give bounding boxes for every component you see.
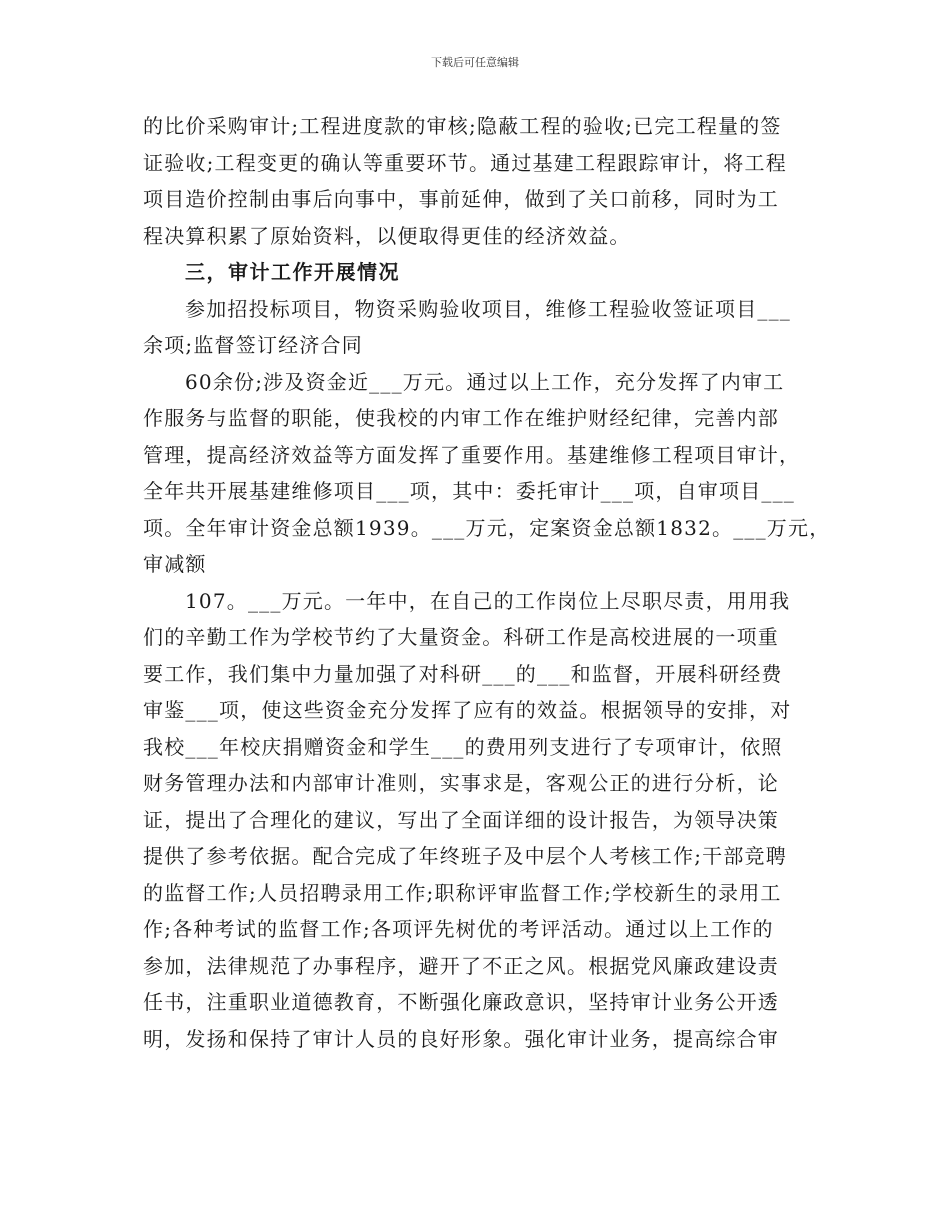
paragraph-line: 107。___万元。一年中，在自己的工作岗位上尽职尽责，用用我 bbox=[185, 588, 791, 613]
paragraph-line: 的比价采购审计;工程进度款的审核;隐蔽工程的验收;已完工程量的签 bbox=[143, 114, 782, 138]
page-header: 下载后可任意编辑 bbox=[431, 56, 519, 69]
document-body bbox=[143, 108, 831, 1057]
paragraph-line: 参加，法律规范了办事程序，避开了不正之风。根据党风廉政建设责 bbox=[143, 953, 779, 978]
paragraph-line: 参加招投标项目，物资采购验收项目，维修工程验收签证项目___ bbox=[185, 296, 791, 321]
paragraph-line: 财务管理办法和内部审计准则，实事求是，客观公正的进行分析，论 bbox=[143, 771, 779, 795]
paragraph-line: 任书，注重职业道德教育，不断强化廉政意识，坚持审计业务公开透 bbox=[143, 990, 779, 1014]
paragraph-line: 60余份;涉及资金近___万元。通过以上工作，充分发挥了内审工 bbox=[185, 369, 785, 394]
paragraph-line: 作服务与监督的职能，使我校的内审工作在维护财经纪律，完善内部 bbox=[143, 406, 779, 430]
paragraph-line: 项目造价控制由事后向事中，事前延伸，做到了关口前移，同时为工 bbox=[143, 187, 779, 211]
paragraph-line: 的监督工作;人员招聘录用工作;职称评审监督工作;学校新生的录用工 bbox=[143, 880, 782, 905]
paragraph-line: 作;各种考试的监督工作;各项评先树优的考评活动。通过以上工作的 bbox=[143, 917, 774, 941]
paragraph-line: 要工作，我们集中力量加强了对科研___的___和监督，开展科研经费 bbox=[143, 661, 783, 686]
paragraph-line: 我校___年校庆捐赠资金和学生___的费用列支进行了专项审计，依照 bbox=[143, 734, 783, 759]
paragraph-line: 全年共开展基建维修项目___项，其中：委托审计___项，自审项目___ bbox=[143, 479, 795, 503]
paragraph-line: 证，提出了合理化的建议，写出了全面详细的设计报告，为领导决策 bbox=[143, 807, 779, 832]
paragraph-line: 证验收;工程变更的确认等重要环节。通过基建工程跟踪审计，将工程 bbox=[143, 150, 787, 175]
paragraph-line: 程决算积累了原始资料，以便取得更佳的经济效益。 bbox=[143, 223, 631, 248]
paragraph-line: 们的辛勤工作为学校节约了大量资金。科研工作是高校进展的一项重 bbox=[143, 625, 779, 649]
paragraph-line: 明，发扬和保持了审计人员的良好形象。强化审计业务，提高综合审 bbox=[143, 1026, 779, 1051]
paragraph-line: 项。全年审计资金总额1939。___万元，定案资金总额1832。___万元， bbox=[143, 515, 831, 540]
paragraph-line: 余项;监督签订经济合同 bbox=[143, 333, 363, 357]
paragraph-line: 管理，提高经济效益等方面发挥了重要作用。基建维修工程项目审计， bbox=[143, 442, 801, 467]
paragraph-line: 审减额 bbox=[143, 552, 207, 576]
section-heading: 三，审计工作开展情况 bbox=[185, 260, 400, 284]
paragraph-line: 提供了参考依据。配合完成了年终班子及中层个人考核工作;干部竞聘 bbox=[143, 844, 787, 868]
paragraph-line: 审鉴___项，使这些资金充分发挥了应有的效益。根据领导的安排，对 bbox=[143, 698, 792, 722]
